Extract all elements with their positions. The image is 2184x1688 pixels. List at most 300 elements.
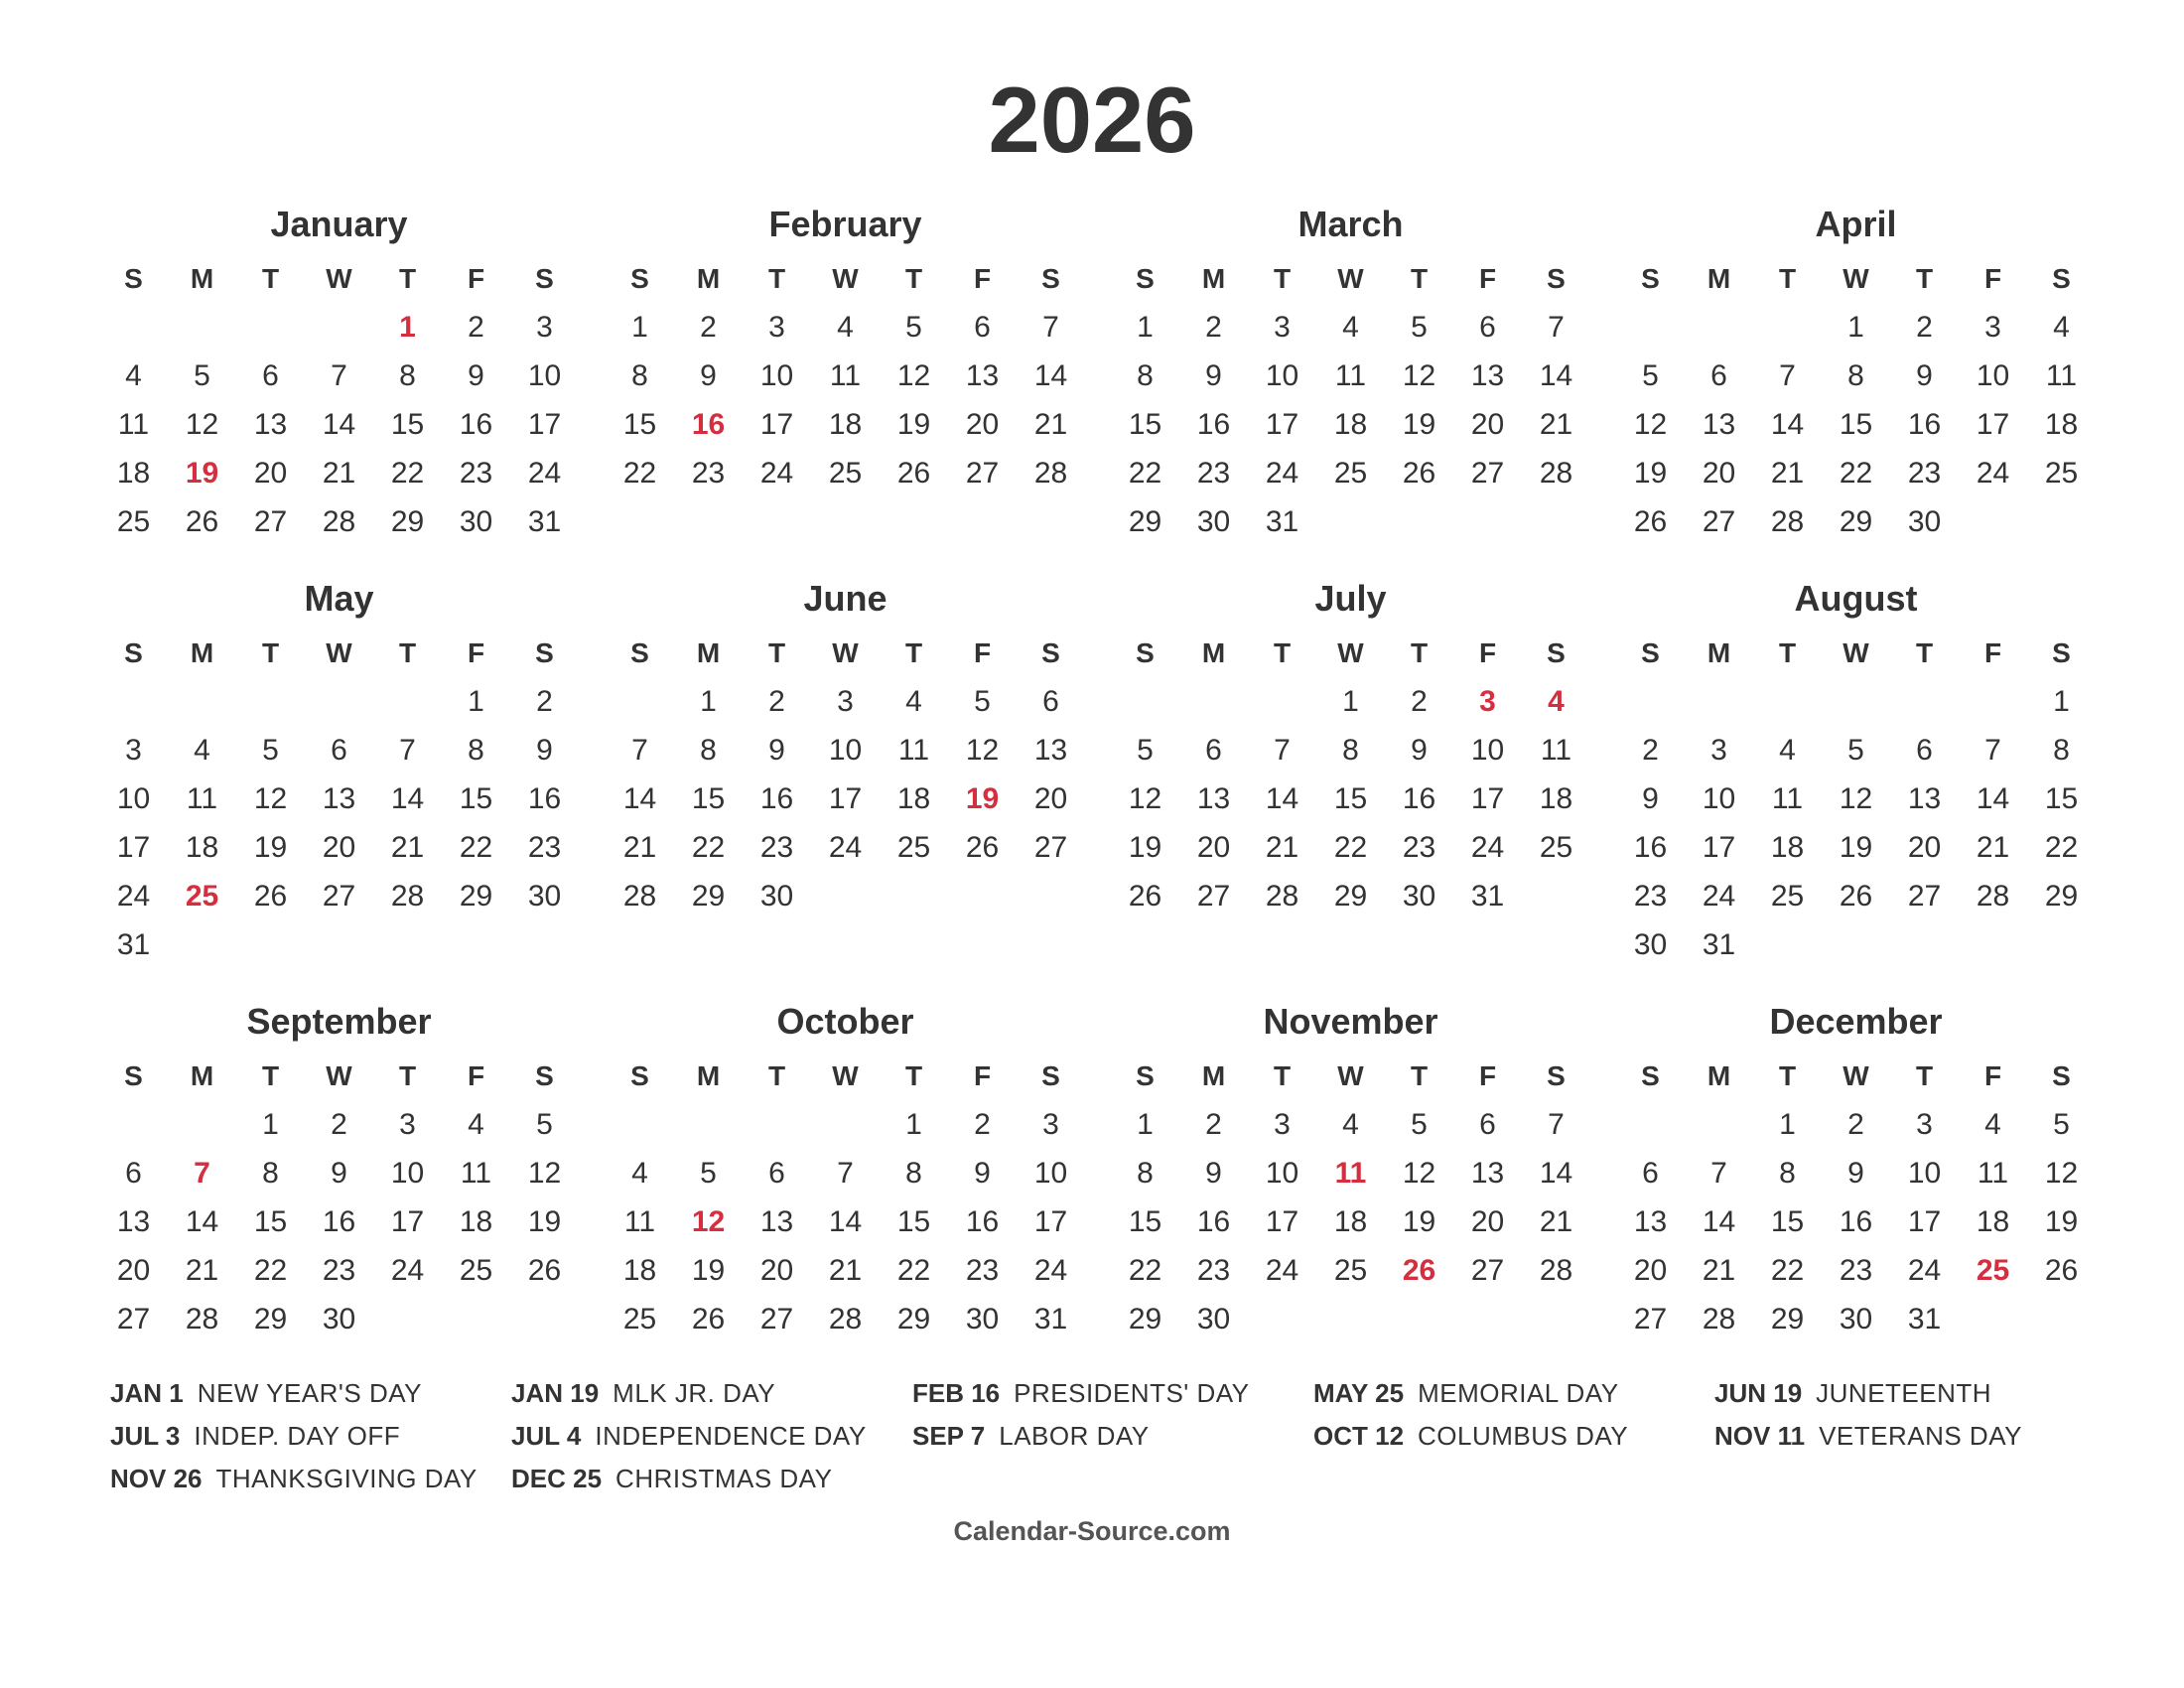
day-cell: 12: [1402, 359, 1436, 392]
day-cell: 28: [622, 880, 657, 913]
day-cell: 6: [768, 1157, 785, 1190]
month-grid: [1616, 629, 2096, 969]
day-cell: 17: [1976, 408, 2010, 441]
day-cell: 21: [322, 457, 356, 490]
holiday-date: JUL 4: [511, 1421, 582, 1451]
day-cell: 17: [1470, 782, 1505, 815]
day-cell: 29: [253, 1303, 288, 1336]
day-cell: 14: [1539, 1157, 1573, 1190]
day-cell: 26: [1402, 457, 1436, 490]
day-cell: 27: [1196, 880, 1231, 913]
day-cell: 13: [1470, 1157, 1505, 1190]
weekday-label: F: [973, 637, 992, 668]
weekday-label: F: [1478, 263, 1497, 294]
day-cell: 17: [1907, 1205, 1942, 1238]
day-cell: 7: [1042, 311, 1059, 344]
day-cell: 8: [905, 1157, 922, 1190]
holiday-day-cell: 25: [1976, 1254, 2010, 1287]
day-cell: 1: [1779, 1108, 1796, 1141]
weekday-label: S: [1641, 263, 1660, 294]
weekday-label: W: [832, 637, 859, 668]
day-cell: 14: [622, 782, 657, 815]
weekday-label: T: [767, 637, 786, 668]
day-cell: 24: [1265, 1254, 1299, 1287]
day-cell: 14: [1033, 359, 1068, 392]
day-cell: 16: [1839, 1205, 1873, 1238]
day-cell: 27: [1633, 1303, 1668, 1336]
day-cell: 3: [1984, 311, 2001, 344]
day-cell: 3: [536, 311, 553, 344]
month-august: [1616, 569, 2096, 969]
day-cell: 21: [1539, 1205, 1573, 1238]
day-cell: 30: [1633, 928, 1668, 961]
empty-day-cell: [1890, 677, 1959, 726]
day-cell: 7: [399, 734, 416, 767]
month-name: November: [1263, 1001, 1438, 1042]
day-cell: 4: [194, 734, 210, 767]
day-cell: 22: [459, 831, 493, 864]
weekday-label: W: [326, 1060, 352, 1091]
day-cell: 28: [1539, 457, 1573, 490]
day-cell: 1: [1137, 1108, 1154, 1141]
day-cell: 28: [1770, 505, 1805, 538]
weekday-label: S: [630, 263, 649, 294]
weekday-label: T: [398, 1060, 417, 1091]
day-cell: 22: [1333, 831, 1368, 864]
day-cell: 23: [1633, 880, 1668, 913]
day-cell: 10: [759, 359, 794, 392]
empty-day-cell: [236, 677, 305, 726]
day-cell: 11: [829, 359, 862, 392]
weekday-label: W: [1843, 263, 1869, 294]
day-cell: 10: [1033, 1157, 1068, 1190]
weekday-label: S: [1041, 637, 1060, 668]
day-cell: 8: [2053, 734, 2070, 767]
weekday-label: S: [2052, 263, 2071, 294]
day-cell: 7: [1548, 1108, 1565, 1141]
weekday-label: T: [1273, 1060, 1292, 1091]
day-cell: 19: [253, 831, 288, 864]
day-cell: 16: [965, 1205, 1000, 1238]
day-cell: 16: [1402, 782, 1436, 815]
day-cell: 26: [1633, 505, 1668, 538]
weekday-label: T: [261, 1060, 280, 1091]
day-cell: 19: [896, 408, 931, 441]
day-cell: 12: [253, 782, 288, 815]
month-grid: [606, 1052, 1085, 1343]
day-cell: 17: [828, 782, 863, 815]
empty-day-cell: [1685, 677, 1753, 726]
day-cell: 26: [253, 880, 288, 913]
month-grid: [99, 1052, 579, 1343]
day-cell: 3: [768, 311, 785, 344]
day-cell: 25: [459, 1254, 493, 1287]
day-cell: 30: [1196, 505, 1231, 538]
holiday-day-cell: 4: [1548, 685, 1565, 718]
day-cell: 20: [1633, 1254, 1668, 1287]
day-cell: 10: [1976, 359, 2010, 392]
day-cell: 18: [2044, 408, 2079, 441]
day-cell: 5: [194, 359, 210, 392]
day-cell: 7: [1984, 734, 2001, 767]
day-cell: 22: [1770, 1254, 1805, 1287]
day-cell: 18: [1976, 1205, 2010, 1238]
day-cell: 12: [185, 408, 219, 441]
weekday-label: M: [1201, 263, 1226, 294]
day-cell: 6: [125, 1157, 142, 1190]
day-cell: 18: [1770, 831, 1805, 864]
month-february: [606, 195, 1085, 497]
day-cell: 23: [1839, 1254, 1873, 1287]
month-december: [1616, 992, 2096, 1343]
day-cell: 24: [390, 1254, 425, 1287]
day-cell: 1: [2053, 685, 2070, 718]
holiday-item: [110, 1458, 511, 1500]
weekday-label: F: [973, 1060, 992, 1091]
month-name: April: [1815, 204, 1897, 244]
day-cell: 10: [1265, 1157, 1299, 1190]
day-cell: 22: [253, 1254, 288, 1287]
weekday-label: W: [1843, 1060, 1869, 1091]
day-cell: 17: [1265, 408, 1299, 441]
day-cell: 29: [2044, 880, 2079, 913]
weekday-label: F: [1478, 1060, 1497, 1091]
day-cell: 17: [1033, 1205, 1068, 1238]
day-cell: 4: [125, 359, 142, 392]
day-cell: 13: [1633, 1205, 1668, 1238]
day-cell: 22: [896, 1254, 931, 1287]
holiday-item: [110, 1372, 511, 1415]
day-cell: 25: [116, 505, 151, 538]
day-cell: 23: [1402, 831, 1436, 864]
day-cell: 13: [1033, 734, 1068, 767]
day-cell: 5: [1642, 359, 1659, 392]
day-cell: 16: [759, 782, 794, 815]
weekday-label: S: [630, 1060, 649, 1091]
month-name: January: [270, 204, 408, 244]
weekday-label: T: [261, 637, 280, 668]
day-cell: 20: [759, 1254, 794, 1287]
empty-day-cell: [236, 303, 305, 352]
empty-day-cell: [168, 303, 236, 352]
day-cell: 3: [1710, 734, 1727, 767]
day-cell: 17: [390, 1205, 425, 1238]
holiday-item: [110, 1415, 511, 1458]
month-april: [1616, 195, 2096, 546]
month-may: [99, 569, 579, 969]
holiday-name: INDEPENDENCE DAY: [595, 1421, 867, 1451]
day-cell: 4: [1984, 1108, 2001, 1141]
weekday-label: S: [124, 263, 143, 294]
weekday-label: M: [1201, 637, 1226, 668]
empty-day-cell: [99, 677, 168, 726]
holiday-name: NEW YEAR'S DAY: [197, 1378, 422, 1408]
day-cell: 29: [1770, 1303, 1805, 1336]
day-cell: 19: [2044, 1205, 2079, 1238]
weekday-label: T: [767, 263, 786, 294]
day-cell: 24: [1702, 880, 1736, 913]
day-cell: 3: [837, 685, 854, 718]
day-cell: 23: [1196, 457, 1231, 490]
day-cell: 25: [2044, 457, 2079, 490]
day-cell: 6: [1916, 734, 1933, 767]
weekday-label: F: [467, 263, 485, 294]
empty-day-cell: [168, 1100, 236, 1149]
day-cell: 12: [1839, 782, 1873, 815]
day-cell: 4: [905, 685, 922, 718]
day-cell: 7: [331, 359, 347, 392]
day-cell: 28: [1033, 457, 1068, 490]
day-cell: 4: [1342, 1108, 1359, 1141]
day-cell: 5: [1411, 311, 1428, 344]
holiday-item: [1714, 1372, 2116, 1415]
day-cell: 5: [2053, 1108, 2070, 1141]
day-cell: 13: [116, 1205, 151, 1238]
day-cell: 30: [1402, 880, 1436, 913]
day-cell: 15: [1770, 1205, 1805, 1238]
weekday-label: F: [467, 637, 485, 668]
weekday-label: F: [1478, 637, 1497, 668]
month-grid: [99, 254, 579, 546]
day-cell: 1: [700, 685, 717, 718]
day-cell: 26: [965, 831, 1000, 864]
day-cell: 8: [399, 359, 416, 392]
day-cell: 29: [1333, 880, 1368, 913]
day-cell: 13: [322, 782, 356, 815]
weekday-label: W: [1843, 637, 1869, 668]
day-cell: 27: [116, 1303, 151, 1336]
day-cell: 18: [116, 457, 151, 490]
empty-day-cell: [305, 303, 373, 352]
day-cell: 3: [1274, 1108, 1291, 1141]
holiday-item: [1313, 1415, 1714, 1458]
day-cell: 14: [1539, 359, 1573, 392]
day-cell: 15: [622, 408, 657, 441]
weekday-label: M: [1706, 1060, 1731, 1091]
day-cell: 6: [1042, 685, 1059, 718]
weekday-label: T: [1915, 263, 1934, 294]
day-cell: 7: [1710, 1157, 1727, 1190]
day-cell: 21: [1770, 457, 1805, 490]
day-cell: 30: [322, 1303, 356, 1336]
day-cell: 9: [331, 1157, 347, 1190]
day-cell: 24: [1976, 457, 2010, 490]
month-grid: [606, 629, 1085, 920]
day-cell: 28: [390, 880, 425, 913]
day-cell: 17: [1702, 831, 1736, 864]
day-cell: 26: [185, 505, 219, 538]
day-cell: 15: [2044, 782, 2079, 815]
day-cell: 18: [1539, 782, 1573, 815]
day-cell: 30: [527, 880, 562, 913]
day-cell: 8: [1137, 1157, 1154, 1190]
day-cell: 4: [2053, 311, 2070, 344]
day-cell: 14: [828, 1205, 863, 1238]
day-cell: 29: [459, 880, 493, 913]
empty-day-cell: [1753, 677, 1822, 726]
day-cell: 20: [1907, 831, 1942, 864]
holiday-item: [1714, 1415, 2116, 1458]
day-cell: 3: [399, 1108, 416, 1141]
day-cell: 27: [1470, 457, 1505, 490]
day-cell: 16: [527, 782, 562, 815]
month-november: [1111, 992, 1590, 1343]
day-cell: 16: [322, 1205, 356, 1238]
day-cell: 19: [1839, 831, 1873, 864]
day-cell: 5: [905, 311, 922, 344]
weekday-label: M: [190, 637, 214, 668]
weekday-label: W: [832, 263, 859, 294]
day-cell: 21: [828, 1254, 863, 1287]
holiday-day-cell: 11: [1334, 1157, 1367, 1190]
day-cell: 22: [1128, 1254, 1162, 1287]
day-cell: 15: [390, 408, 425, 441]
holiday-name: VETERANS DAY: [1819, 1421, 2022, 1451]
day-cell: 16: [1633, 831, 1668, 864]
day-cell: 2: [1847, 1108, 1864, 1141]
day-cell: 31: [1265, 505, 1299, 538]
weekday-label: T: [261, 263, 280, 294]
day-cell: 13: [965, 359, 1000, 392]
day-cell: 3: [1274, 311, 1291, 344]
day-cell: 21: [1976, 831, 2010, 864]
day-cell: 26: [896, 457, 931, 490]
weekday-label: T: [904, 637, 923, 668]
day-cell: 5: [974, 685, 991, 718]
holiday-name: PRESIDENTS' DAY: [1014, 1378, 1250, 1408]
weekday-label: M: [696, 637, 721, 668]
day-cell: 10: [527, 359, 562, 392]
day-cell: 29: [1128, 1303, 1162, 1336]
weekday-label: T: [1410, 637, 1429, 668]
weekday-label: W: [1337, 637, 1364, 668]
day-cell: 29: [390, 505, 425, 538]
day-cell: 14: [1265, 782, 1299, 815]
day-cell: 29: [691, 880, 726, 913]
day-cell: 9: [974, 1157, 991, 1190]
day-cell: 20: [116, 1254, 151, 1287]
day-cell: 15: [691, 782, 726, 815]
weekday-label: S: [1547, 263, 1566, 294]
weekday-label: F: [467, 1060, 485, 1091]
empty-day-cell: [1248, 677, 1316, 726]
weekday-label: S: [1641, 1060, 1660, 1091]
holiday-date: NOV 11: [1714, 1421, 1806, 1451]
empty-day-cell: [606, 677, 674, 726]
day-cell: 2: [468, 311, 484, 344]
day-cell: 21: [1702, 1254, 1736, 1287]
day-cell: 5: [700, 1157, 717, 1190]
day-cell: 31: [1702, 928, 1736, 961]
holiday-name: MEMORIAL DAY: [1418, 1378, 1619, 1408]
day-cell: 6: [1479, 1108, 1496, 1141]
day-cell: 8: [1847, 359, 1864, 392]
day-cell: 1: [468, 685, 484, 718]
month-grid: [99, 629, 579, 969]
holiday-day-cell: 3: [1479, 685, 1496, 718]
empty-day-cell: [1822, 677, 1890, 726]
day-cell: 26: [1839, 880, 1873, 913]
month-grid: [1616, 254, 2096, 546]
day-cell: 19: [1402, 1205, 1436, 1238]
day-cell: 9: [468, 359, 484, 392]
month-name: October: [776, 1001, 914, 1042]
day-cell: 23: [691, 457, 726, 490]
weekday-label: M: [1201, 1060, 1226, 1091]
day-cell: 27: [759, 1303, 794, 1336]
month-name: February: [768, 204, 922, 244]
day-cell: 7: [1779, 359, 1796, 392]
day-cell: 4: [837, 311, 854, 344]
holiday-day-cell: 26: [1402, 1254, 1436, 1287]
day-cell: 23: [759, 831, 794, 864]
day-cell: 23: [322, 1254, 356, 1287]
day-cell: 21: [1033, 408, 1068, 441]
day-cell: 12: [2044, 1157, 2079, 1190]
day-cell: 28: [1265, 880, 1299, 913]
day-cell: 14: [185, 1205, 219, 1238]
weekday-label: S: [535, 1060, 554, 1091]
weekday-label: S: [1136, 637, 1155, 668]
day-cell: 27: [965, 457, 1000, 490]
day-cell: 4: [1779, 734, 1796, 767]
holiday-date: NOV 26: [110, 1464, 203, 1493]
holiday-item: [511, 1372, 912, 1415]
weekday-label: F: [973, 263, 992, 294]
month-grid: [1111, 1052, 1590, 1343]
day-cell: 2: [1205, 1108, 1222, 1141]
day-cell: 15: [1128, 1205, 1162, 1238]
day-cell: 13: [1907, 782, 1942, 815]
day-cell: 30: [1839, 1303, 1873, 1336]
day-cell: 13: [759, 1205, 794, 1238]
day-cell: 25: [622, 1303, 657, 1336]
day-cell: 13: [253, 408, 288, 441]
day-cell: 30: [965, 1303, 1000, 1336]
day-cell: 31: [116, 928, 151, 961]
day-cell: 23: [965, 1254, 1000, 1287]
day-cell: 16: [1196, 1205, 1231, 1238]
day-cell: 2: [700, 311, 717, 344]
day-cell: 26: [2044, 1254, 2079, 1287]
day-cell: 8: [262, 1157, 279, 1190]
day-cell: 27: [1702, 505, 1736, 538]
day-cell: 16: [1907, 408, 1942, 441]
day-cell: 28: [1976, 880, 2010, 913]
holiday-day-cell: 12: [691, 1205, 726, 1238]
day-cell: 25: [1333, 1254, 1368, 1287]
month-name: August: [1794, 578, 1918, 619]
weekday-label: M: [696, 1060, 721, 1091]
day-cell: 18: [1333, 1205, 1368, 1238]
day-cell: 19: [527, 1205, 562, 1238]
month-june: [606, 569, 1085, 920]
day-cell: 2: [974, 1108, 991, 1141]
day-cell: 11: [186, 782, 218, 815]
weekday-label: M: [190, 263, 214, 294]
day-cell: 20: [1702, 457, 1736, 490]
day-cell: 28: [1539, 1254, 1573, 1287]
weekday-label: T: [1273, 263, 1292, 294]
month-name: September: [246, 1001, 432, 1042]
day-cell: 11: [2045, 359, 2078, 392]
day-cell: 21: [1265, 831, 1299, 864]
day-cell: 6: [262, 359, 279, 392]
day-cell: 10: [1907, 1157, 1942, 1190]
empty-day-cell: [606, 1100, 674, 1149]
day-cell: 21: [622, 831, 657, 864]
day-cell: 4: [631, 1157, 648, 1190]
